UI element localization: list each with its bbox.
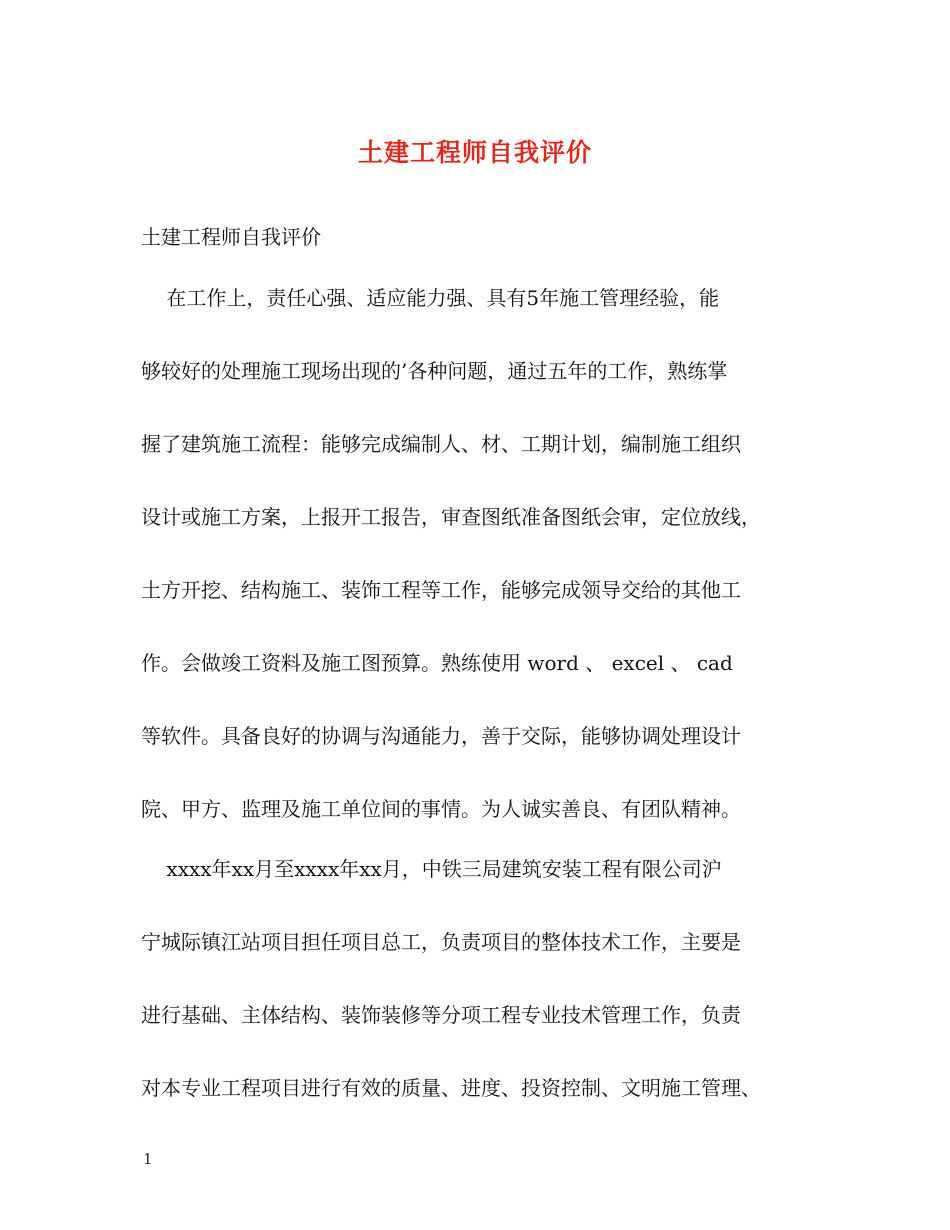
paragraph-line: 在工作上，责任心强、适应能力强、具有5年施工管理经验，能 [141, 286, 720, 310]
page-number: 1 [143, 1150, 153, 1168]
paragraph-line: 够较好的处理施工现场出现的’各种问题，通过五年的工作，熟练掌 [141, 359, 728, 383]
paragraph-line: 等软件。具备良好的协调与沟通能力，善于交际，能够协调处理设计 [141, 724, 741, 748]
paragraph-line: 设计或施工方案，上报开工报告，审查图纸准备图纸会审，定位放线， [141, 505, 761, 529]
paragraph-line: 握了建筑施工流程：能够完成编制人、材、工期计划，编制施工组织 [141, 432, 741, 456]
paragraph-line: 进行基础、主体结构、装饰装修等分项工程专业技术管理工作，负责 [141, 1003, 741, 1027]
paragraph-line: 土方开挖、结构施工、装饰工程等工作，能够完成领导交给的其他工 [141, 578, 741, 602]
paragraph-line: 院、甲方、监理及施工单位间的事情。为人诚实善良、有团队精神。 [141, 797, 741, 821]
document-title: 土建工程师自我评价 [357, 138, 592, 167]
paragraph-line: 宁城际镇江站项目担任项目总工，负责项目的整体技术工作，主要是 [141, 930, 741, 954]
paragraph-line: xxxx年xx月至xxxx年xx月，中铁三局建筑安装工程有限公司沪 [141, 857, 722, 881]
paragraph-line: 作。会做竣工资料及施工图预算。熟练使用 word 、 excel 、 cad [141, 651, 733, 675]
paragraph-line: 对本专业工程项目进行有效的质量、进度、投资控制、文明施工管理、 [141, 1076, 761, 1100]
document-subtitle: 土建工程师自我评价 [141, 225, 321, 249]
